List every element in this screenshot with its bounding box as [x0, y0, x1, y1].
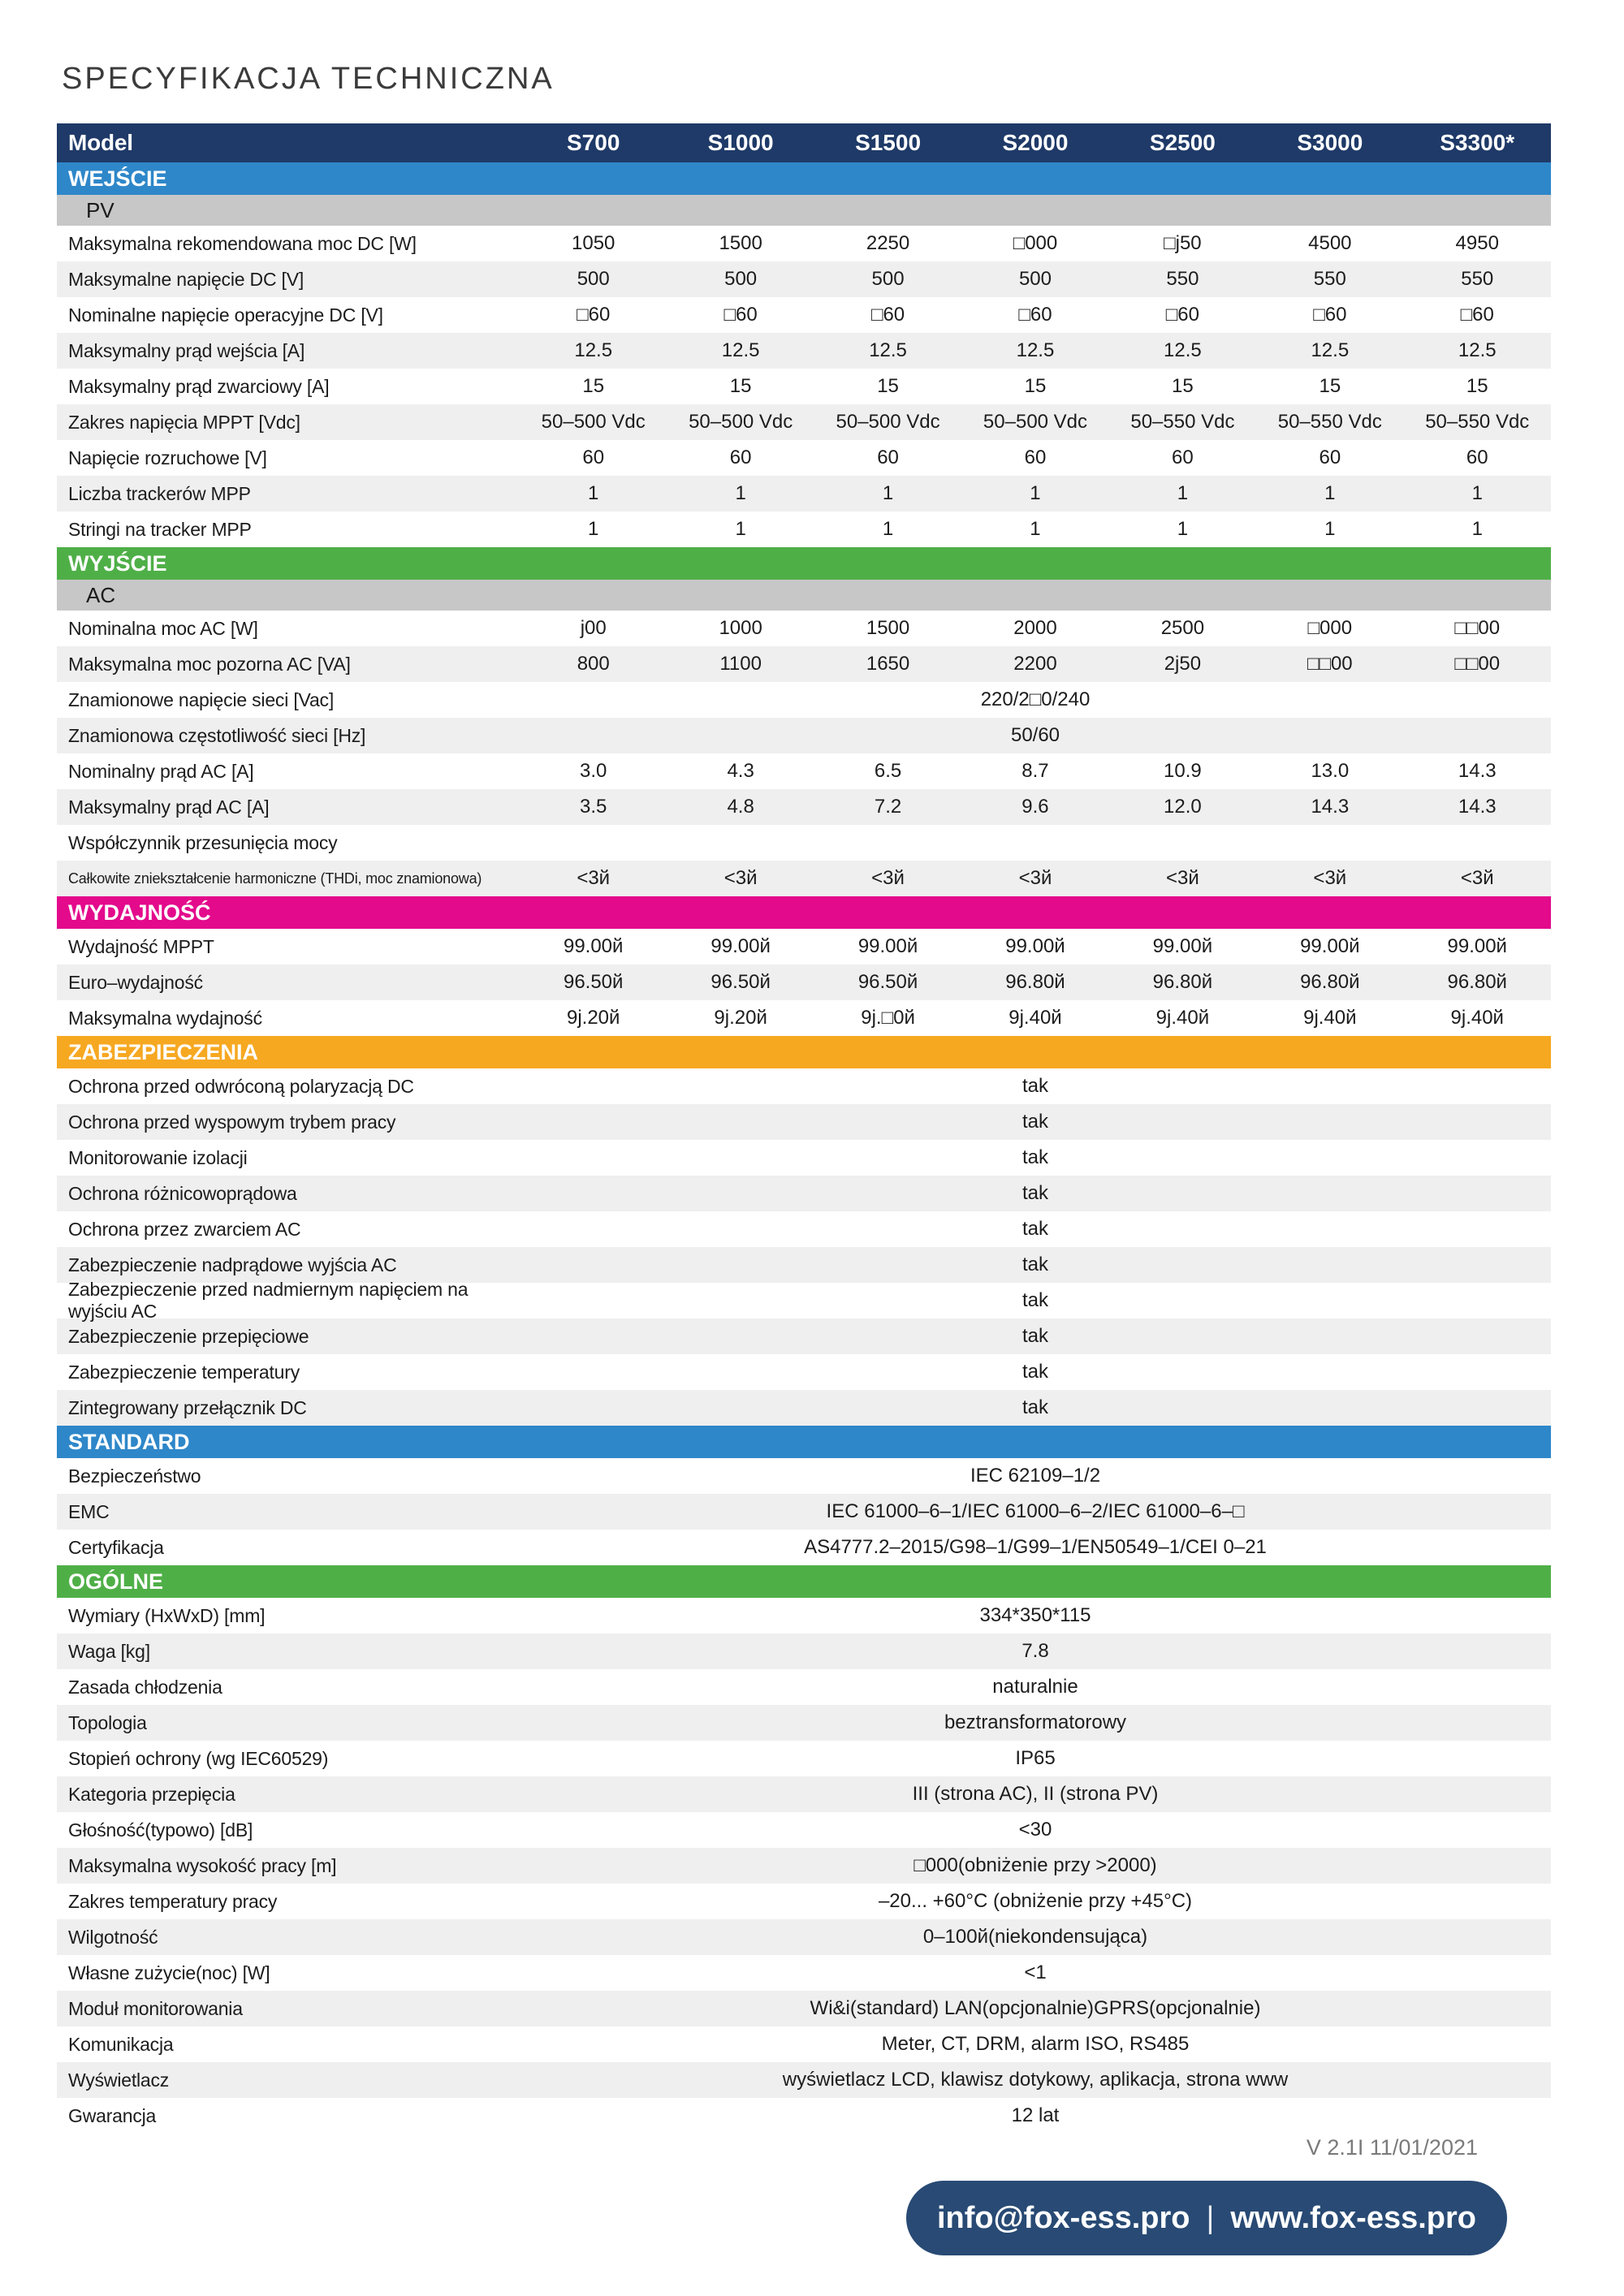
row-value: 60: [582, 447, 605, 468]
row-value: 1: [735, 482, 746, 504]
spec-row: [57, 333, 1551, 369]
row-label: Stringi na tracker MPP: [68, 518, 252, 540]
row-value: 9j.40й: [1450, 1007, 1504, 1029]
row-value-span: 0–100й(niekondensująca): [922, 1926, 1148, 1948]
row-label: Topologia: [68, 1711, 147, 1733]
row-value: 99.00й: [710, 935, 771, 957]
row-value: 50–550 Vdc: [1425, 411, 1530, 433]
row-value: 1: [1030, 518, 1041, 540]
row-label: Zabezpieczenie temperatury: [68, 1361, 300, 1383]
row-value: □000: [1013, 232, 1058, 254]
row-value: 50–550 Vdc: [1130, 411, 1235, 433]
row-value: <3й: [1166, 867, 1199, 889]
row-label: Znamionowe napięcie sieci [Vac]: [68, 688, 335, 710]
row-value-span: tak: [1021, 1182, 1048, 1204]
row-value: 60: [877, 447, 899, 468]
spec-table: [57, 123, 1551, 2134]
row-value-span: Wi&i(standard) LAN(opcjonalnie)GPRS(opcjonalnie): [810, 1997, 1261, 2019]
spec-row: [57, 1247, 1551, 1283]
row-value: 2j50: [1164, 653, 1202, 675]
row-value-span: tak: [1021, 1361, 1048, 1383]
spec-row: [57, 1458, 1551, 1494]
model-column-header-s3000: S3000: [1297, 130, 1363, 155]
row-value: 99.00й: [1447, 935, 1507, 957]
row-value: 9.6: [1021, 796, 1049, 818]
row-value: 1050: [572, 232, 615, 254]
model-header-label: Model: [68, 130, 133, 155]
row-value: □j50: [1164, 232, 1202, 254]
spec-row: [57, 1211, 1551, 1247]
row-value-span: AS4777.2–2015/G98–1/G99–1/EN50549–1/CEI 0–21: [804, 1536, 1267, 1558]
row-value: □60: [723, 304, 758, 326]
row-label: Wymiary (HxWxD) [mm]: [68, 1604, 266, 1626]
model-column-header-s2000: S2000: [1002, 130, 1069, 155]
spec-row: [57, 825, 1551, 861]
spec-row: [57, 1634, 1551, 1669]
row-label: Monitorowanie izolacji: [68, 1146, 248, 1168]
spec-row: [57, 1669, 1551, 1705]
row-value: 96.80й: [1447, 971, 1507, 993]
row-value: 15: [729, 375, 752, 397]
row-value-span: IEC 61000–6–1/IEC 61000–6–2/IEC 61000–6–□: [826, 1500, 1245, 1522]
row-value: 96.80й: [1152, 971, 1213, 993]
row-value: 2500: [1160, 617, 1205, 639]
row-label: Waga [kg]: [68, 1640, 150, 1662]
row-value: 1500: [719, 232, 762, 254]
row-value: 1: [1030, 482, 1041, 504]
row-value: 15: [1466, 375, 1488, 397]
version-text: V 2.1I 11/01/2021: [1306, 2135, 1478, 2160]
row-value: 4950: [1455, 232, 1499, 254]
row-label: Wydajność MPPT: [68, 935, 214, 957]
row-value: 8.7: [1021, 760, 1049, 782]
row-label: Wyświetlacz: [68, 2069, 170, 2091]
row-label: Komunikacja: [68, 2033, 174, 2055]
row-value: 3.5: [580, 796, 607, 818]
row-value: 12.0: [1164, 796, 1202, 818]
row-value: 9j.40й: [1303, 1007, 1357, 1029]
spec-row: [57, 1955, 1551, 1991]
spec-row: [57, 1530, 1551, 1565]
row-value-span: beztransformatorowy: [944, 1711, 1127, 1733]
row-value-span: IP65: [1015, 1747, 1056, 1769]
row-value: 96.50й: [857, 971, 918, 993]
row-value: 9j.20й: [566, 1007, 620, 1029]
row-value: 1: [1177, 482, 1189, 504]
row-value-span: tak: [1021, 1111, 1048, 1133]
row-label: Maksymalna wydajność: [68, 1007, 262, 1029]
model-column-header-s3300: S3300*: [1440, 130, 1515, 155]
model-column-header-s700: S700: [567, 130, 620, 155]
row-label: Moduł monitorowania: [68, 1997, 243, 2019]
spec-row: [57, 1598, 1551, 1634]
row-value-span: <1: [1024, 1962, 1047, 1983]
row-value-span: –20... +60°C (obniżenie przy +45°C): [878, 1890, 1193, 1912]
row-value: 9j.□0й: [861, 1007, 915, 1029]
row-value: <3й: [1460, 867, 1494, 889]
row-value-span: 12 lat: [1011, 2104, 1060, 2126]
spec-row: [57, 1104, 1551, 1140]
row-value: 550: [1166, 268, 1199, 290]
row-value: 1: [882, 518, 894, 540]
spec-row: [57, 2098, 1551, 2134]
row-label: Znamionowa częstotliwość sieci [Hz]: [68, 724, 366, 746]
row-value: 1: [882, 482, 894, 504]
model-column-header-s1500: S1500: [855, 130, 922, 155]
footer-contact-pill: [906, 2181, 1507, 2255]
row-value: 15: [582, 375, 605, 397]
row-value: 550: [1461, 268, 1494, 290]
row-value: <3й: [723, 867, 758, 889]
spec-row: [57, 646, 1551, 682]
spec-row: [57, 1919, 1551, 1955]
spec-row: [57, 1494, 1551, 1530]
row-value: 1: [735, 518, 746, 540]
section-header-zabezpieczenia: ZABEZPIECZENIA: [57, 1036, 1551, 1068]
email-link[interactable]: info@fox-ess.pro: [936, 2200, 1190, 2235]
spec-row: [57, 753, 1551, 789]
row-value: 500: [724, 268, 758, 290]
row-label: Całkowite zniekształcenie harmoniczne (THDi, moc znamionowa): [68, 870, 482, 887]
row-value: 15: [877, 375, 899, 397]
row-value: <3й: [577, 867, 611, 889]
section-header-wydajno: WYDAJNOŚĆ: [57, 896, 1551, 929]
row-value: 500: [871, 268, 905, 290]
row-value: 60: [1466, 447, 1488, 468]
row-label: Maksymalna wysokość pracy [m]: [68, 1854, 337, 1876]
row-value-span: Meter, CT, DRM, alarm ISO, RS485: [881, 2033, 1190, 2055]
page-title: SPECYFIKACJA TECHNICZNA: [62, 62, 555, 96]
spec-row: [57, 1848, 1551, 1884]
row-value-span: 334*350*115: [979, 1604, 1091, 1626]
spec-row: [57, 297, 1551, 333]
row-label: Maksymalny prąd wejścia [A]: [68, 339, 305, 361]
row-label: Wilgotność: [68, 1926, 158, 1948]
spec-row: [57, 476, 1551, 511]
website-link[interactable]: www.fox-ess.pro: [1230, 2200, 1477, 2235]
row-label: Współczynnik przesunięcia mocy: [68, 831, 338, 853]
row-value: 800: [577, 653, 610, 675]
spec-row: [57, 1884, 1551, 1919]
row-value: 1: [588, 518, 599, 540]
spec-row: [57, 929, 1551, 965]
row-value: 13.0: [1311, 760, 1350, 782]
row-value: 12.5: [1016, 339, 1055, 361]
row-value-span: <30: [1018, 1819, 1052, 1841]
row-value: 500: [1018, 268, 1052, 290]
row-label: Zintegrowany przełącznik DC: [68, 1396, 307, 1418]
spec-row: [57, 2026, 1551, 2062]
row-value: 96.80й: [1300, 971, 1360, 993]
model-column-header-s2500: S2500: [1149, 130, 1216, 155]
row-label: Napięcie rozruchowe [V]: [68, 447, 267, 468]
table-header-row: [57, 123, 1551, 162]
row-value-span: IEC 62109–1/2: [970, 1465, 1101, 1487]
spec-row: [57, 369, 1551, 404]
row-value: 12.5: [1311, 339, 1350, 361]
row-label: Ochrona przez zwarciem AC: [68, 1218, 301, 1240]
spec-row: [57, 1776, 1551, 1812]
row-value: □60: [577, 304, 611, 326]
spec-row: [57, 965, 1551, 1000]
row-label: Zabezpieczenie przepięciowe: [68, 1325, 309, 1347]
spec-row: [57, 1705, 1551, 1741]
row-label: Certyfikacja: [68, 1536, 164, 1558]
row-value: 15: [1024, 375, 1047, 397]
spec-row: [57, 261, 1551, 297]
row-value: j00: [580, 617, 607, 639]
row-value-span: tak: [1021, 1218, 1048, 1240]
row-value: 50–500 Vdc: [983, 411, 1088, 433]
section-header-wej-cie: WEJŚCIE: [57, 162, 1551, 195]
row-value: <3й: [1018, 867, 1052, 889]
row-value: □60: [1460, 304, 1494, 326]
row-value: 1650: [866, 653, 910, 675]
row-value-span: □000(obniżenie przy >2000): [914, 1854, 1157, 1876]
row-value-span: tak: [1021, 1289, 1048, 1311]
row-label: Maksymalna moc pozorna AC [VA]: [68, 653, 351, 675]
row-label: Maksymalny prąd AC [A]: [68, 796, 270, 818]
row-value-span: tak: [1021, 1254, 1048, 1275]
row-label: Kategoria przepięcia: [68, 1783, 235, 1805]
spec-row: [57, 789, 1551, 825]
row-value-span: tak: [1021, 1396, 1048, 1418]
row-value: □60: [870, 304, 905, 326]
row-value: 9j.40й: [1009, 1007, 1062, 1029]
spec-row: [57, 611, 1551, 646]
row-label: Maksymalny prąd zwarciowy [A]: [68, 375, 330, 397]
row-value: 2200: [1013, 653, 1057, 675]
row-value-span: wyświetlacz LCD, klawisz dotykowy, aplikacja, strona www: [782, 2069, 1289, 2091]
row-label: Zabezpieczenie nadprądowe wyjścia AC: [68, 1254, 397, 1275]
row-label: Nominalne napięcie operacyjne DC [V]: [68, 304, 383, 326]
spec-row: [57, 1000, 1551, 1036]
row-label: Zasada chłodzenia: [68, 1676, 222, 1698]
row-value: 96.80й: [1005, 971, 1065, 993]
row-value: 60: [729, 447, 752, 468]
row-value: 1100: [719, 653, 762, 675]
row-label: Głośność(typowo) [dB]: [68, 1819, 253, 1841]
spec-row: [57, 1991, 1551, 2026]
row-value: 99.00й: [1152, 935, 1213, 957]
row-value: □60: [1018, 304, 1052, 326]
row-value: 1: [588, 482, 599, 504]
row-label: Stopień ochrony (wg IEC60529): [68, 1747, 329, 1769]
row-value: 500: [577, 268, 610, 290]
row-value: 99.00й: [857, 935, 918, 957]
row-value-span: naturalnie: [992, 1676, 1078, 1698]
row-value: 7.2: [874, 796, 902, 818]
row-value: 4500: [1308, 232, 1352, 254]
row-value: 10.9: [1164, 760, 1202, 782]
spec-row: [57, 1812, 1551, 1848]
spec-row: [57, 1390, 1551, 1426]
row-value: 12.5: [1458, 339, 1497, 361]
row-value: 99.00й: [1300, 935, 1360, 957]
row-value: 9j.40й: [1155, 1007, 1210, 1029]
spec-row: [57, 1318, 1551, 1354]
spec-row: [57, 511, 1551, 547]
row-value: □60: [1313, 304, 1347, 326]
row-value: 4.3: [727, 760, 754, 782]
model-column-header-s1000: S1000: [707, 130, 774, 155]
spec-row: [57, 2062, 1551, 2098]
row-value: 9j.20й: [714, 1007, 767, 1029]
row-value: 14.3: [1458, 760, 1497, 782]
row-value: 1: [1177, 518, 1189, 540]
row-label: Bezpieczeństwo: [68, 1465, 201, 1487]
row-value: 99.00й: [563, 935, 624, 957]
row-value: □000: [1307, 617, 1353, 639]
row-value: 60: [1319, 447, 1341, 468]
row-value-span: III (strona AC), II (strona PV): [912, 1783, 1159, 1805]
row-value: 550: [1313, 268, 1346, 290]
row-value: 50–500 Vdc: [689, 411, 793, 433]
footer-divider: |: [1206, 2200, 1215, 2235]
row-value: <3й: [871, 867, 905, 889]
row-label: Ochrona różnicowoprądowa: [68, 1182, 297, 1204]
row-value: 12.5: [869, 339, 907, 361]
row-value: 15: [1172, 375, 1194, 397]
row-label: Maksymalne napięcie DC [V]: [68, 268, 304, 290]
row-value: 6.5: [874, 760, 902, 782]
row-value: 60: [1024, 447, 1047, 468]
row-value-span: tak: [1021, 1075, 1048, 1097]
row-value: 2250: [866, 232, 910, 254]
row-value: 50–500 Vdc: [836, 411, 940, 433]
row-value-span: 220/2□0/240: [980, 688, 1091, 710]
spec-row: [57, 1068, 1551, 1104]
row-value: 96.50й: [710, 971, 771, 993]
subsection-header-ac: AC: [57, 580, 1551, 611]
row-value: 1: [1324, 482, 1336, 504]
spec-row: [57, 682, 1551, 718]
row-value: □□00: [1307, 653, 1353, 675]
row-value: 1: [1471, 482, 1483, 504]
row-label: Własne zużycie(noc) [W]: [68, 1962, 270, 1983]
row-value: 1: [1471, 518, 1483, 540]
spec-row: [57, 1279, 1551, 1322]
row-label: Ochrona przed wyspowym trybem pracy: [68, 1111, 396, 1133]
spec-row: [57, 404, 1551, 440]
section-header-standard: STANDARD: [57, 1426, 1551, 1458]
spec-row: [57, 861, 1551, 896]
row-value: □□00: [1454, 617, 1501, 639]
row-value-span: 50/60: [1010, 724, 1060, 746]
row-value: 15: [1319, 375, 1341, 397]
row-label: EMC: [68, 1500, 110, 1522]
row-value: 14.3: [1458, 796, 1497, 818]
row-label: Zakres temperatury pracy: [68, 1890, 278, 1912]
section-header-og-lne: OGÓLNE: [57, 1565, 1551, 1598]
row-label: Zabezpieczenie przed nadmiernym napięciem na wyjściu AC: [68, 1279, 469, 1322]
row-value: 4.8: [727, 796, 754, 818]
row-label: Ochrona przed odwróconą polaryzacją DC: [68, 1075, 414, 1097]
spec-row: [57, 226, 1551, 261]
row-value: □□00: [1454, 653, 1501, 675]
row-value-span: 7.8: [1021, 1640, 1049, 1662]
spec-row: [57, 1140, 1551, 1176]
spec-row: [57, 1176, 1551, 1211]
row-label: Euro–wydajność: [68, 971, 203, 993]
row-value: 2000: [1013, 617, 1057, 639]
row-value-span: tak: [1021, 1325, 1048, 1347]
row-value: 1000: [719, 617, 762, 639]
row-value: 3.0: [580, 760, 607, 782]
row-value: 96.50й: [563, 971, 624, 993]
row-value: 12.5: [574, 339, 613, 361]
row-label: Zakres napięcia MPPT [Vdc]: [68, 411, 300, 433]
row-label: Nominalny prąd AC [A]: [68, 760, 254, 782]
spec-row: [57, 440, 1551, 476]
row-value: 1500: [866, 617, 910, 639]
row-value: 12.5: [1164, 339, 1202, 361]
section-header-wyj-cie: WYJŚCIE: [57, 547, 1551, 580]
row-value: 1: [1324, 518, 1336, 540]
row-value-span: tak: [1021, 1146, 1048, 1168]
row-value: 14.3: [1311, 796, 1350, 818]
row-value: 50–500 Vdc: [541, 411, 646, 433]
row-value: 60: [1172, 447, 1194, 468]
row-label: Gwarancja: [68, 2104, 157, 2126]
row-value: <3й: [1313, 867, 1347, 889]
row-value: 50–550 Vdc: [1277, 411, 1382, 433]
row-value: 12.5: [721, 339, 760, 361]
spec-row: [57, 1741, 1551, 1776]
row-value: 99.00й: [1005, 935, 1065, 957]
row-value: □60: [1165, 304, 1199, 326]
row-label: Liczba trackerów MPP: [68, 482, 251, 504]
spec-row: [57, 718, 1551, 753]
row-label: Maksymalna rekomendowana moc DC [W]: [68, 232, 417, 254]
row-label: Nominalna moc AC [W]: [68, 617, 258, 639]
subsection-header-pv: PV: [57, 195, 1551, 226]
spec-row: [57, 1354, 1551, 1390]
